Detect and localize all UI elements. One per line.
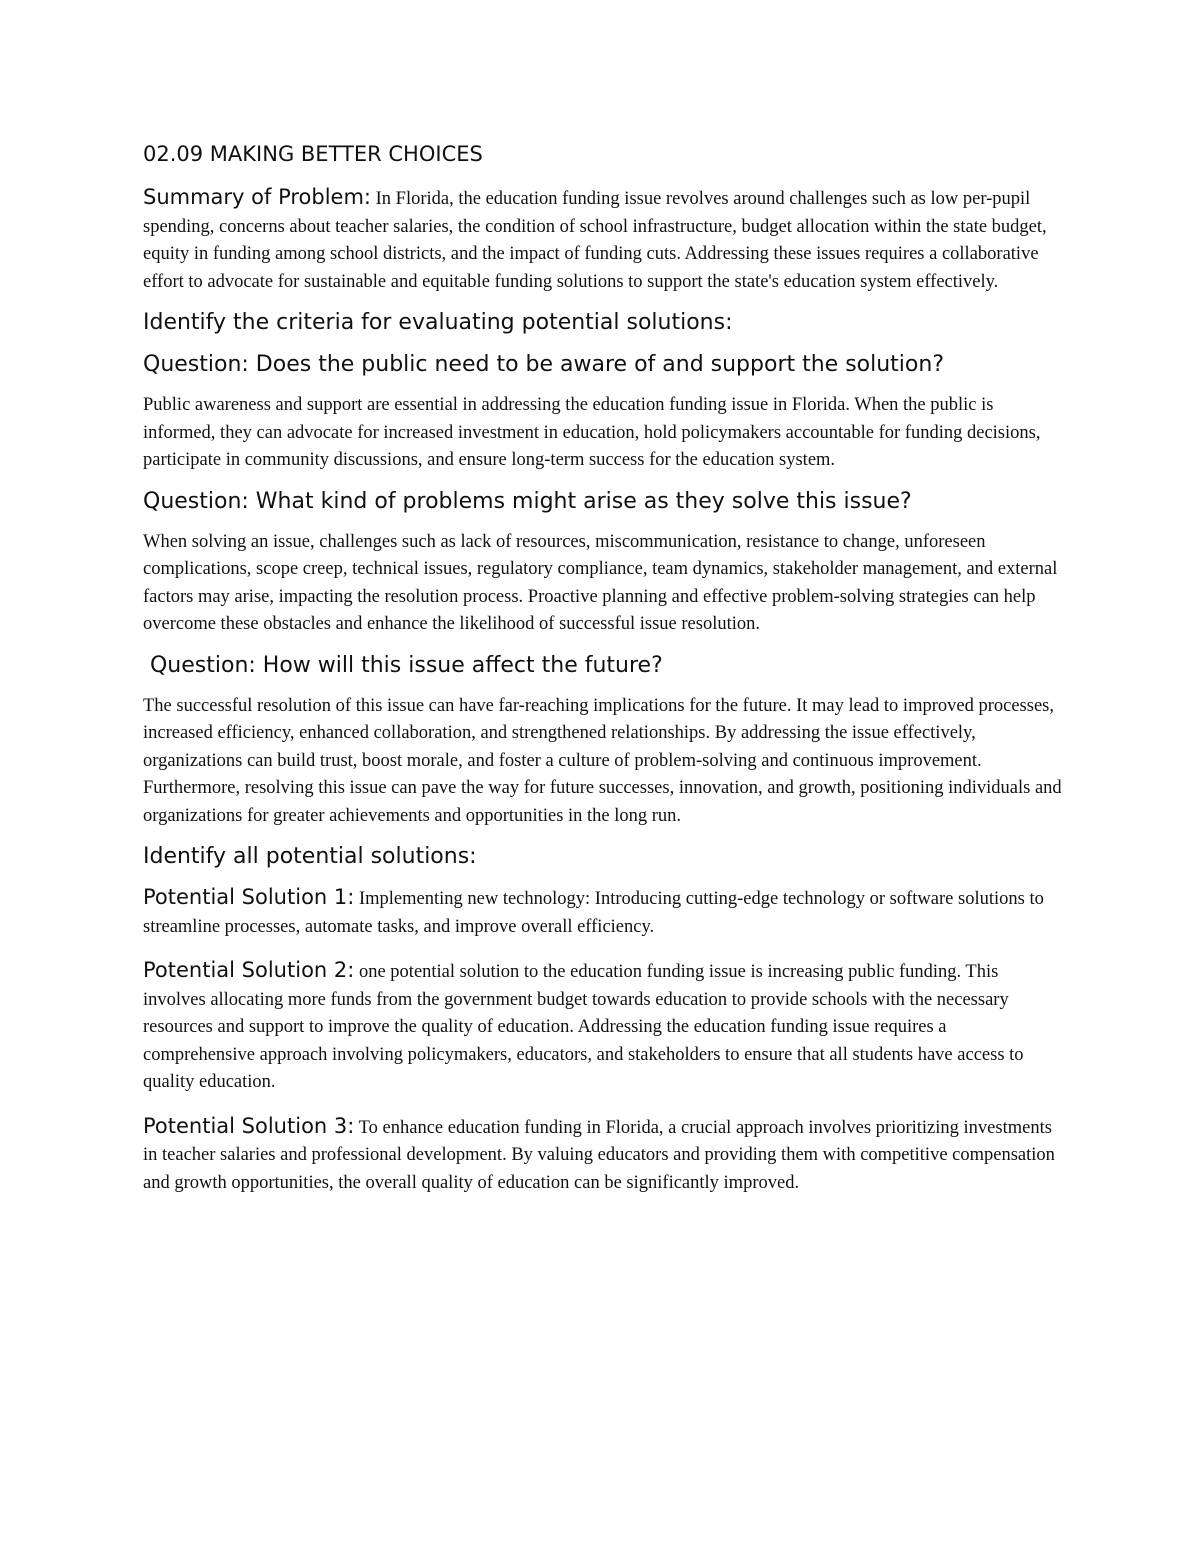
solution-2-label: Potential Solution 2:	[143, 958, 355, 982]
summary-label: Summary of Problem:	[143, 185, 372, 209]
solution-3-paragraph	[143, 1113, 1063, 1198]
criteria-heading: Identify the criteria for evaluating potential solutions:	[143, 310, 733, 335]
question-2-answer: When solving an issue, challenges such as lack of resources, miscommunication, resistance to change, unforeseen complications, scope creep, technical issues, regulatory compliance, team dynamics, stakeholder management, and external factors may arise, impacting the resolution process. Proactive planning and effective problem-solving strategies can help overcome these obstacles and enhance the likelihood of successful issue resolution.	[143, 531, 1058, 634]
solution-2-paragraph	[143, 957, 1063, 1097]
solution-3-text: To enhance education funding in Florida, a crucial approach involves prioritizing investments in teacher salaries and professional development. By valuing educators and providing them with competitive compensation and growth opportunities, the overall quality of education can be significantly improved.	[143, 1117, 1055, 1193]
solution-2-text: one potential solution to the education funding issue is increasing public funding. This involves allocating more funds from the government budget towards education to provide schools with the necessary resources and support to improve the quality of education. Addressing the education funding issue requires a comprehensive approach involving policymakers, educators, and stakeholders to ensure that all students have access to quality education.	[143, 962, 1024, 1092]
document-page	[143, 138, 1063, 1197]
solution-3-label: Potential Solution 3:	[143, 1113, 355, 1138]
summary-text: In Florida, the education funding issue revolves around challenges such as low per-pupil spending, concerns about teacher salaries, the condition of school infrastructure, budget allocation within the state budget, equity in funding among school districts, and the impact of funding cuts. Addressing these issues requires a collaborative effort to advocate for sustainable and equitable funding solutions to support the state's education system effectively.	[143, 189, 1047, 292]
solutions-heading: Identify all potential solutions:	[143, 844, 477, 869]
question-3-heading: Question: How will this issue affect the future?	[143, 652, 663, 678]
question-2-heading: Question: What kind of problems might arise as they solve this issue?	[143, 488, 912, 514]
question-3-answer: The successful resolution of this issue can have far-reaching implications for the future. It may lead to improved processes, increased efficiency, enhanced collaboration, and strengthened relationships. By addressing the issue effectively, organizations can build trust, boost morale, and foster a culture of problem-solving and continuous improvement. Furthermore, resolving this issue can pave the way for future successes, innovation, and growth, positioning individuals and organizations for greater achievements and opportunities in the long run.	[143, 695, 1062, 826]
document-title: 02.09 MAKING BETTER CHOICES	[143, 142, 483, 166]
summary-paragraph	[143, 184, 1063, 296]
solution-1-text: Implementing new technology: Introducing cutting-edge technology or software solutions to streamline processes, automate tasks, and improve overall efficiency.	[143, 889, 1044, 937]
question-1-answer: Public awareness and support are essential in addressing the education funding issue in Florida. When the public is informed, they can advocate for increased investment in education, hold policymakers accountable for funding decisions, participate in community discussions, and ensure long-term success for the education system.	[143, 395, 1041, 470]
solution-1-label: Potential Solution 1:	[143, 885, 355, 909]
question-1-heading: Question: Does the public need to be aware of and support the solution?	[143, 352, 945, 377]
solution-1-paragraph	[143, 884, 1063, 941]
